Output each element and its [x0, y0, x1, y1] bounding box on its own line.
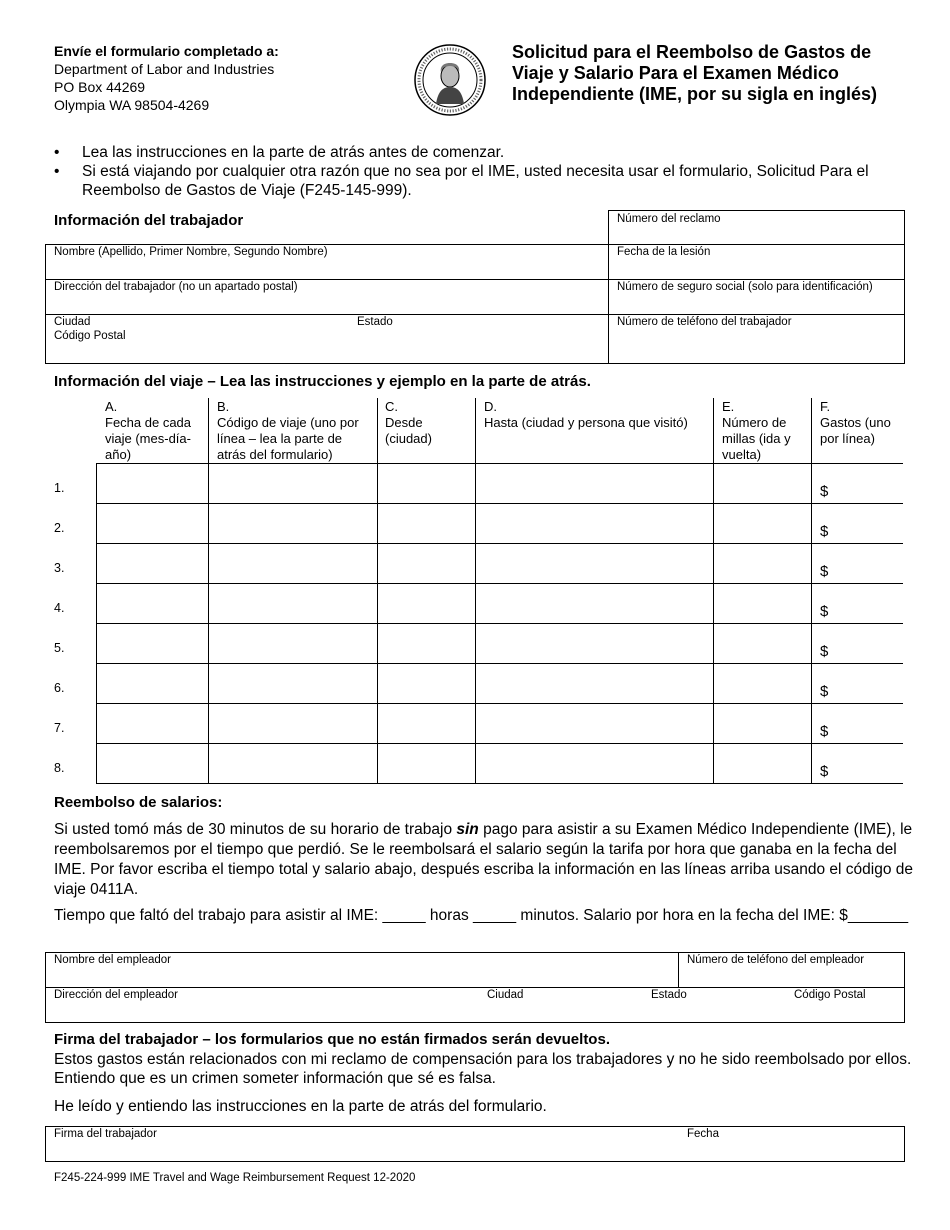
injury-date-label: Fecha de la lesión	[617, 246, 711, 258]
trip-cell-d[interactable]	[476, 744, 712, 782]
signature-date-label: Fecha	[687, 1128, 719, 1140]
trip-row-number: 4.	[54, 601, 65, 615]
trip-cell-a[interactable]	[97, 744, 207, 782]
zip-label: Código Postal	[54, 330, 126, 342]
col-d-text: Hasta (ciudad y persona que visitó)	[484, 415, 688, 430]
worker-phone-label: Número de teléfono del trabajador	[617, 316, 792, 328]
wage-time-line[interactable]: Tiempo que faltó del trabajo para asistir al IME: _____ horas _____ minutos. Salario por hora en la fecha del IME: $_______	[54, 907, 909, 924]
trip-cell-b[interactable]	[209, 744, 376, 782]
injury-date-field[interactable]	[609, 245, 904, 279]
instructions-list	[54, 143, 914, 200]
wage-para-start: Si usted tomó más de 30 minutos de su horario de trabajo	[54, 821, 457, 838]
address-line-3: Olympia WA 98504-4269	[54, 97, 210, 113]
col-e-header: E. Número de millas (ida y vuelta)	[722, 399, 808, 463]
trip-row-number: 6.	[54, 681, 65, 695]
trip-cell-d[interactable]	[476, 664, 712, 702]
trip-cell-b[interactable]	[209, 464, 376, 502]
trip-cell-d[interactable]	[476, 544, 712, 582]
col-a-text: Fecha de cada viaje (mes-día-año)	[105, 415, 192, 462]
trip-cell-b[interactable]	[209, 584, 376, 622]
state-seal-icon	[414, 44, 486, 116]
trip-cell-e[interactable]	[714, 744, 810, 782]
employer-name-field[interactable]	[46, 953, 678, 987]
signature-statement: Estos gastos están relacionados con mi reclamo de compensación para los trabajadores y no he sido reembolsado por ellos. Entiendo que es un crimen someter información que sé es falsa.	[54, 1051, 912, 1087]
trip-cell-c[interactable]	[378, 704, 474, 742]
employer-name-label: Nombre del empleador	[54, 954, 171, 966]
employer-address-field[interactable]	[46, 988, 904, 1022]
trip-cell-b[interactable]	[209, 624, 376, 662]
trip-cell-e[interactable]	[714, 624, 810, 662]
signature-label: Firma del trabajador	[54, 1128, 157, 1140]
trip-cell-a[interactable]	[97, 664, 207, 702]
mailing-address	[54, 42, 279, 114]
currency-symbol: $	[820, 563, 829, 580]
trip-row-number: 7.	[54, 721, 65, 735]
trip-cell-c[interactable]	[378, 584, 474, 622]
trip-cell-c[interactable]	[378, 504, 474, 542]
employer-city-label: Ciudad	[487, 989, 524, 1001]
trip-info-heading: Información del viaje – Lea las instrucciones y ejemplo en la parte de atrás.	[54, 373, 591, 390]
col-f-header: F. Gastos (uno por línea)	[820, 399, 900, 447]
trip-cell-a[interactable]	[97, 624, 207, 662]
col-c-text: Desde (ciudad)	[385, 415, 432, 446]
claim-number-label: Número del reclamo	[617, 213, 721, 225]
trip-cell-b[interactable]	[209, 664, 376, 702]
trip-cell-c[interactable]	[378, 664, 474, 702]
trip-row-line	[96, 783, 903, 784]
trip-cell-e[interactable]	[714, 584, 810, 622]
trip-cell-c[interactable]	[378, 464, 474, 502]
trip-cell-a[interactable]	[97, 464, 207, 502]
trip-cell-e[interactable]	[714, 464, 810, 502]
trip-cell-d[interactable]	[476, 464, 712, 502]
ssn-field[interactable]	[609, 280, 904, 314]
trip-cell-e[interactable]	[714, 544, 810, 582]
trip-cell-b[interactable]	[209, 544, 376, 582]
trip-cell-d[interactable]	[476, 584, 712, 622]
worker-address-field[interactable]	[46, 280, 608, 314]
trip-cell-d[interactable]	[476, 504, 712, 542]
trip-cell-b[interactable]	[209, 504, 376, 542]
trip-cell-e[interactable]	[714, 704, 810, 742]
employer-phone-field[interactable]	[679, 953, 904, 987]
trip-cell-d[interactable]	[476, 704, 712, 742]
wage-paragraph	[54, 820, 914, 900]
employer-address-label: Dirección del empleador	[54, 989, 179, 1001]
address-line-2: PO Box 44269	[54, 79, 146, 95]
currency-symbol: $	[820, 523, 829, 540]
trip-cell-a[interactable]	[97, 504, 207, 542]
currency-symbol: $	[820, 483, 829, 500]
city-label: Ciudad	[54, 316, 91, 328]
trip-cell-b[interactable]	[209, 704, 376, 742]
col-b-text: Código de viaje (uno por línea – lea la parte de atrás del formulario)	[217, 415, 359, 462]
currency-symbol: $	[820, 643, 829, 660]
signature-field[interactable]	[46, 1127, 676, 1161]
wage-para-end: pago para asistir a su Examen Médico Independiente (IME), le reembolsaremos por el tiempo que perdió. Se le reembolsará el salario según la tarifa por hora que ganaba en la fecha del IME. Por favor escriba el tiempo total y salario abajo, después escriba la información en las líneas arriba usando el código de viaje 0411A.	[54, 821, 913, 898]
trip-cell-c[interactable]	[378, 624, 474, 662]
claim-number-field[interactable]	[608, 210, 905, 245]
col-c-header: C. Desde (ciudad)	[385, 399, 470, 447]
signature-heading: Firma del trabajador – los formularios que no están firmados serán devueltos.	[54, 1031, 610, 1048]
trip-cell-d[interactable]	[476, 624, 712, 662]
trip-cell-a[interactable]	[97, 704, 207, 742]
col-b-header: B. Código de viaje (uno por línea – lea la parte de atrás del formulario)	[217, 399, 372, 463]
col-f-text: Gastos (uno por línea)	[820, 415, 891, 446]
trip-cell-c[interactable]	[378, 544, 474, 582]
worker-name-field[interactable]	[46, 245, 608, 279]
trip-row-number: 8.	[54, 761, 65, 775]
trip-row-number: 3.	[54, 561, 65, 575]
form-title: Solicitud para el Reembolso de Gastos de Viaje y Salario Para el Examen Médico Independiente (IME, por su sigla en inglés)	[512, 42, 878, 104]
address-line-1: Department of Labor and Industries	[54, 61, 275, 77]
currency-symbol: $	[820, 763, 829, 780]
read-statement: He leído y entiendo las instrucciones en la parte de atrás del formulario.	[54, 1098, 547, 1115]
employer-phone-label: Número de teléfono del empleador	[687, 954, 865, 966]
trip-cell-a[interactable]	[97, 544, 207, 582]
wage-para-emphasis: sin	[456, 821, 479, 838]
ssn-label: Número de seguro social (solo para identificación)	[617, 281, 873, 293]
trip-row-number: 1.	[54, 481, 65, 495]
employer-zip-label: Código Postal	[794, 989, 866, 1001]
worker-name-label: Nombre (Apellido, Primer Nombre, Segundo Nombre)	[54, 246, 328, 258]
col-d-header: D. Hasta (ciudad y persona que visitó)	[484, 399, 712, 431]
trip-row-number: 5.	[54, 641, 65, 655]
worker-info-heading: Información del trabajador	[54, 212, 244, 229]
send-label: Envíe el formulario completado a:	[54, 43, 279, 59]
instruction-item: • Si está viajando por cualquier otra razón que no sea por el IME, usted necesita usar el formulario, Solicitud Para el Reembolso de Gastos de Viaje (F245-145-999).	[54, 162, 914, 200]
form-footer: F245-224-999 IME Travel and Wage Reimbursement Request 12-2020	[54, 1172, 416, 1184]
trip-row-number: 2.	[54, 521, 65, 535]
col-e-text: Número de millas (ida y vuelta)	[722, 415, 791, 462]
worker-address-label: Dirección del trabajador (no un apartado postal)	[54, 281, 298, 293]
col-a-header: A. Fecha de cada viaje (mes-día-año)	[105, 399, 205, 463]
trip-cell-e[interactable]	[714, 504, 810, 542]
signature-date-field[interactable]	[679, 1127, 904, 1161]
instruction-item: • Lea las instrucciones en la parte de atrás antes de comenzar.	[54, 143, 914, 162]
wage-heading: Reembolso de salarios:	[54, 794, 223, 811]
trip-cell-a[interactable]	[97, 584, 207, 622]
currency-symbol: $	[820, 603, 829, 620]
trip-cell-c[interactable]	[378, 744, 474, 782]
employer-state-label: Estado	[651, 989, 687, 1001]
worker-phone-field[interactable]	[609, 315, 904, 363]
currency-symbol: $	[820, 723, 829, 740]
worker-city-state-zip-field[interactable]	[46, 315, 608, 363]
state-label: Estado	[357, 316, 393, 328]
currency-symbol: $	[820, 683, 829, 700]
trip-cell-e[interactable]	[714, 664, 810, 702]
